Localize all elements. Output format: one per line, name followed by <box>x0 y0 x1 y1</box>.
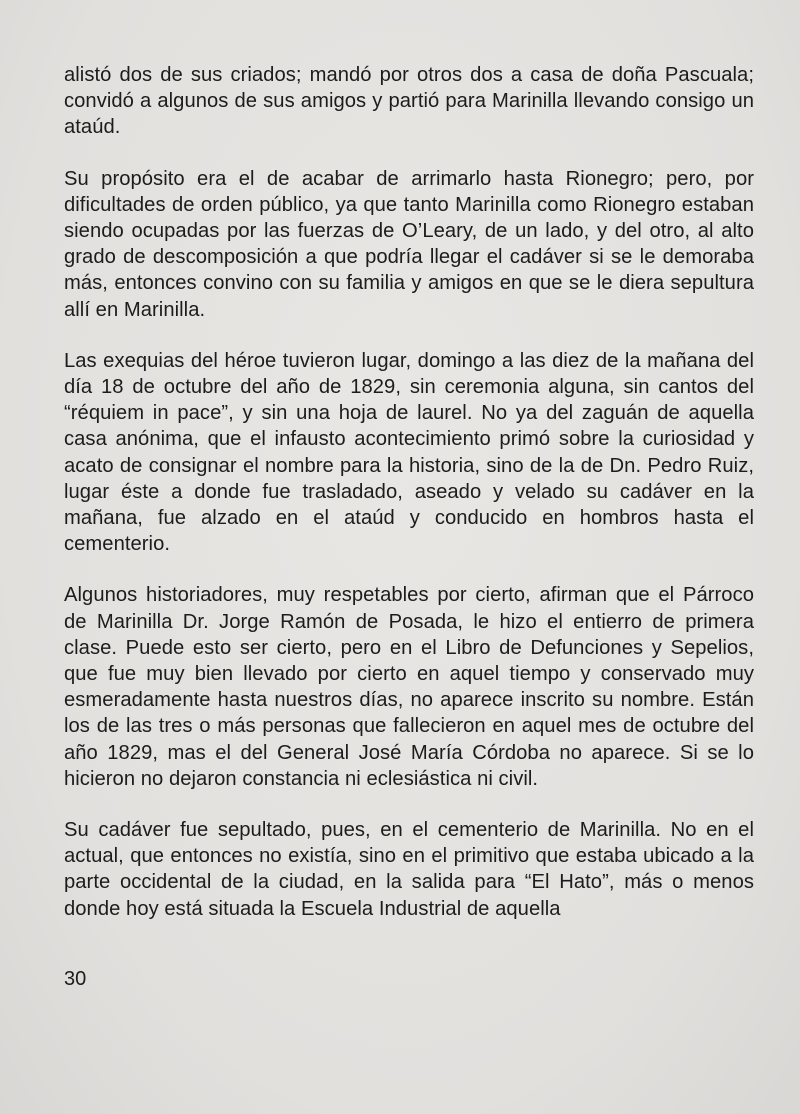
body-text <box>64 62 754 947</box>
page-number: 30 <box>64 968 87 990</box>
paragraph-5: Su cadáver fue sepultado, pues, en el cementerio de Marinilla. No en el actual, que entonces no existía, sino en el primitivo que estaba ubicado a la parte occidental de la ciudad, en la salida para “El Hato”, más o menos donde hoy está situada la Escuela Industrial de aquella <box>64 819 754 920</box>
paragraph-1: alistó dos de sus criados; mandó por otros dos a casa de doña Pascuala; convidó a algunos de sus amigos y partió para Marinilla llevando consigo un ataúd. <box>64 64 754 139</box>
paragraph-3: Las exequias del héroe tuvieron lugar, domingo a las diez de la mañana del día 18 de octubre del año de 1829, sin ceremonia alguna, sin cantos del “réquiem in pace”, y sin una hoja de laurel. No ya del zaguán de aquella casa anónima, que el infausto acontecimiento primó sobre la curiosidad y acato de consignar el nombre para la historia, sino de la de Dn. Pedro Ruiz, lugar éste a donde fue trasladado, aseado y velado su cadáver en la mañana, fue alzado en el ataúd y conducido en hombros hasta el cementerio. <box>64 349 754 556</box>
paragraph-2: Su propósito era el de acabar de arrimarlo hasta Rionegro; pero, por dificultades de orden público, ya que tanto Marinilla como Rionegro estaban siendo ocupadas por las fuerzas de O’Leary, de un lado, y del otro, al alto grado de descomposición a que podría llegar el cadáver si se le demoraba más, entonces convino con su familia y amigos en que se le diera sepultura allí en Marinilla. <box>64 167 754 321</box>
paragraph-4: Algunos historiadores, muy respetables por cierto, afirman que el Párroco de Marinilla Dr. Jorge Ramón de Posada, le hizo el entierro de primera clase. Puede esto ser cierto, pero en el Libro de Defunciones y Sepelios, que fue muy bien llevado por cierto en aquel tiempo y conservado muy esmeradamente hasta nuestros días, no aparece inscrito su nombre. Están los de las tres o más personas que fallecieron en aquel mes de octubre del año 1829, mas el del General José María Córdoba no aparece. Si se lo hicieron no dejaron constancia ni eclesiástica ni civil. <box>64 584 754 790</box>
